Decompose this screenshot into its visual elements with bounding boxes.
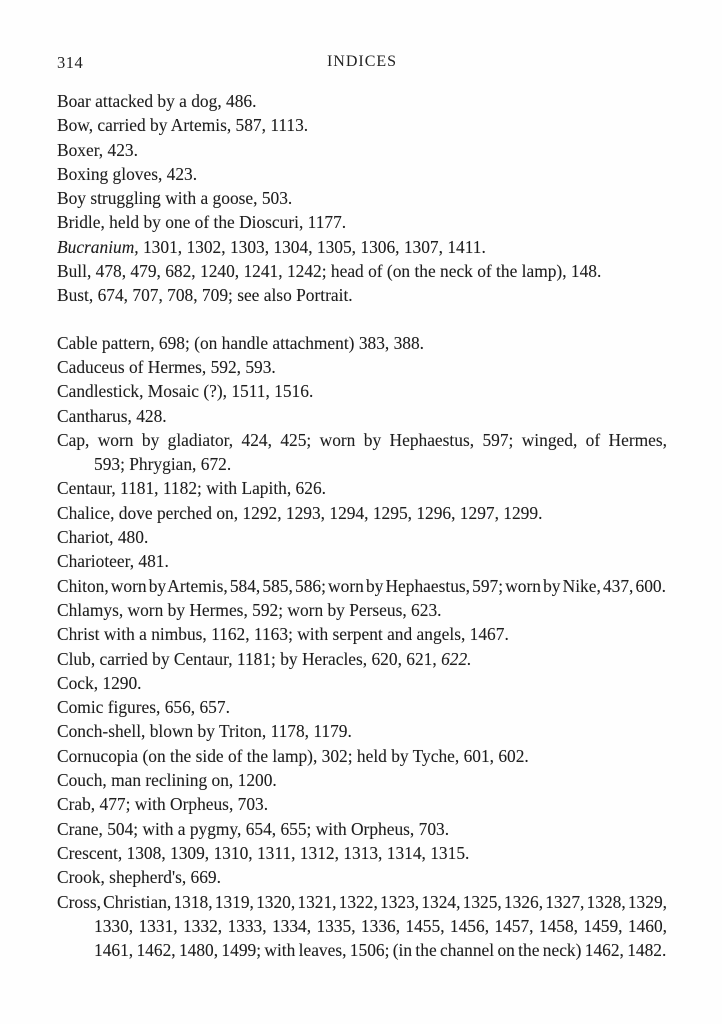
entry-text: Bull, 478, 479, 682, 1240, 1241, 1242; head of (on the neck of the lamp), 148.	[57, 261, 602, 282]
index-entry	[57, 186, 667, 210]
index-entry-line	[57, 622, 667, 646]
index-entry	[57, 525, 667, 549]
index-entry	[57, 501, 667, 525]
index-entry	[57, 695, 667, 719]
entry-text: Boxing gloves, 423.	[57, 163, 198, 184]
entry-text: Crook, shepherd's, 669.	[57, 867, 221, 888]
index-entry	[57, 283, 667, 307]
index-entry-line	[57, 138, 667, 162]
index-entry	[57, 817, 667, 841]
entry-text: Cantharus, 428.	[57, 405, 167, 426]
entry-text: Boar attacked by a dog, 486.	[57, 91, 257, 111]
index-entry-line	[57, 476, 667, 500]
index-entry-line	[57, 379, 667, 403]
index-entry	[57, 476, 667, 500]
index-entry	[57, 671, 667, 695]
entry-text: 1301, 1302, 1303, 1304, 1305, 1306, 1307, 1411.	[138, 236, 486, 257]
index-entry-line	[57, 89, 667, 113]
entry-text: Chariot, 480.	[57, 527, 149, 548]
index-entry-line	[57, 598, 667, 622]
page-header	[57, 53, 667, 75]
index-entry	[57, 792, 667, 816]
index-entry	[57, 331, 667, 355]
index-entry-line	[57, 792, 667, 816]
index-entry	[57, 210, 667, 234]
entry-text: 1461, 1462, 1480, 1499; with leaves, 1506; (in the channel on the neck) 1462, 1482.	[94, 940, 667, 961]
running-title: INDICES	[326, 53, 398, 70]
index-entry	[57, 138, 667, 162]
entry-text: Conch-shell, blown by Triton, 1178, 1179.	[57, 721, 352, 742]
index-entry-line	[57, 671, 667, 695]
entry-text: Bridle, held by one of the Dioscuri, 1177.	[57, 212, 347, 233]
index-entry	[57, 428, 667, 477]
index-entry	[57, 404, 667, 428]
entry-text: Caduceus of Hermes, 592, 593.	[57, 356, 276, 377]
index-entry	[57, 744, 667, 768]
index-entry-line	[57, 549, 667, 573]
entry-text: Centaur, 1181, 1182; with Lapith, 626.	[57, 478, 326, 499]
entry-text: Club, carried by Centaur, 1181; by Heracles, 620, 621,	[57, 648, 442, 669]
entry-text: Comic figures, 656, 657.	[57, 697, 230, 718]
index-entry	[57, 622, 667, 646]
index-entry-line	[57, 210, 667, 234]
index-entry-line	[57, 817, 667, 841]
index-entry-line	[57, 501, 667, 525]
index-entry	[57, 259, 667, 283]
index-entry-line	[57, 914, 667, 938]
entry-text: Cap, worn by gladiator, 424, 425; worn by Hephaestus, 597; winged, of Hermes,	[57, 429, 667, 450]
entry-text: 1330, 1331, 1332, 1333, 1334, 1335, 1336, 1455, 1456, 1457, 1458, 1459, 1460,	[94, 915, 667, 936]
index-entry-line	[57, 719, 667, 743]
entry-text: Cross, Christian, 1318, 1319, 1320, 1321, 1322, 1323, 1324, 1325, 1326, 1327, 1328, 1329,	[57, 891, 667, 912]
index-entry-line	[57, 525, 667, 549]
entry-text: Bow, carried by Artemis, 587, 1113.	[57, 115, 309, 136]
index-entry-line	[57, 841, 667, 865]
index-entry	[57, 162, 667, 186]
index-entry-line	[57, 259, 667, 283]
index-entry-line	[57, 768, 667, 792]
index-section-b	[57, 89, 667, 308]
index-entry-line	[57, 574, 667, 598]
index-entry-line	[57, 695, 667, 719]
index-entry-line	[57, 186, 667, 210]
entry-text: Chlamys, worn by Hermes, 592; worn by Perseus, 623.	[57, 599, 442, 620]
index-entry	[57, 113, 667, 137]
index-entry-line	[57, 283, 667, 307]
index-entry-line	[57, 355, 667, 379]
index-entry-line	[57, 235, 667, 259]
entry-text: Couch, man reclining on, 1200.	[57, 770, 277, 791]
index-entry	[57, 768, 667, 792]
index-entry	[57, 235, 667, 259]
entry-text: Cornucopia (on the side of the lamp), 302; held by Tyche, 601, 602.	[57, 745, 529, 766]
index-section-c	[57, 331, 667, 963]
index-entry-line	[57, 890, 667, 914]
index-entry-line	[57, 865, 667, 889]
index-list	[57, 89, 667, 962]
entry-text: Bust, 674, 707, 708, 709; see also Portrait.	[57, 285, 353, 306]
entry-text: Crane, 504; with a pygmy, 654, 655; with Orpheus, 703.	[57, 818, 450, 839]
italic-text: 622.	[441, 648, 472, 669]
index-entry-line	[57, 744, 667, 768]
index-entry-line	[57, 331, 667, 355]
index-entry	[57, 890, 667, 963]
index-entry-line	[57, 404, 667, 428]
italic-text: Bucranium,	[57, 236, 139, 257]
index-entry-line	[57, 428, 667, 452]
index-entry-line	[57, 452, 667, 476]
entry-text: Chiton, worn by Artemis, 584, 585, 586; worn by Hephaestus, 597; worn by Nike, 437, 600.	[57, 575, 666, 596]
entry-text: Christ with a nimbus, 1162, 1163; with serpent and angels, 1467.	[57, 624, 509, 645]
index-entry	[57, 719, 667, 743]
entry-text: Cable pattern, 698; (on handle attachment) 383, 388.	[57, 332, 425, 353]
index-entry-line	[57, 647, 667, 671]
entry-text: Candlestick, Mosaic (?), 1511, 1516.	[57, 381, 314, 402]
index-entry	[57, 598, 667, 622]
index-entry	[57, 89, 667, 113]
index-entry-line	[57, 113, 667, 137]
entry-text: Boy struggling with a goose, 503.	[57, 188, 293, 209]
entry-text: Chalice, dove perched on, 1292, 1293, 1294, 1295, 1296, 1297, 1299.	[57, 502, 543, 523]
index-entry	[57, 647, 667, 671]
index-entry	[57, 574, 667, 598]
entry-text: 593; Phrygian, 672.	[94, 454, 232, 475]
index-entry	[57, 549, 667, 573]
entry-text: Boxer, 423.	[57, 139, 138, 160]
entry-text: Charioteer, 481.	[57, 551, 169, 572]
index-entry	[57, 841, 667, 865]
index-entry-line	[57, 162, 667, 186]
index-entry-line	[57, 938, 667, 962]
entry-text: Crab, 477; with Orpheus, 703.	[57, 794, 269, 815]
entry-text: Crescent, 1308, 1309, 1310, 1311, 1312, 1313, 1314, 1315.	[57, 842, 470, 863]
index-entry	[57, 379, 667, 403]
index-entry	[57, 355, 667, 379]
page-number: 314	[57, 53, 84, 72]
entry-text: Cock, 1290.	[57, 672, 142, 693]
index-entry	[57, 865, 667, 889]
